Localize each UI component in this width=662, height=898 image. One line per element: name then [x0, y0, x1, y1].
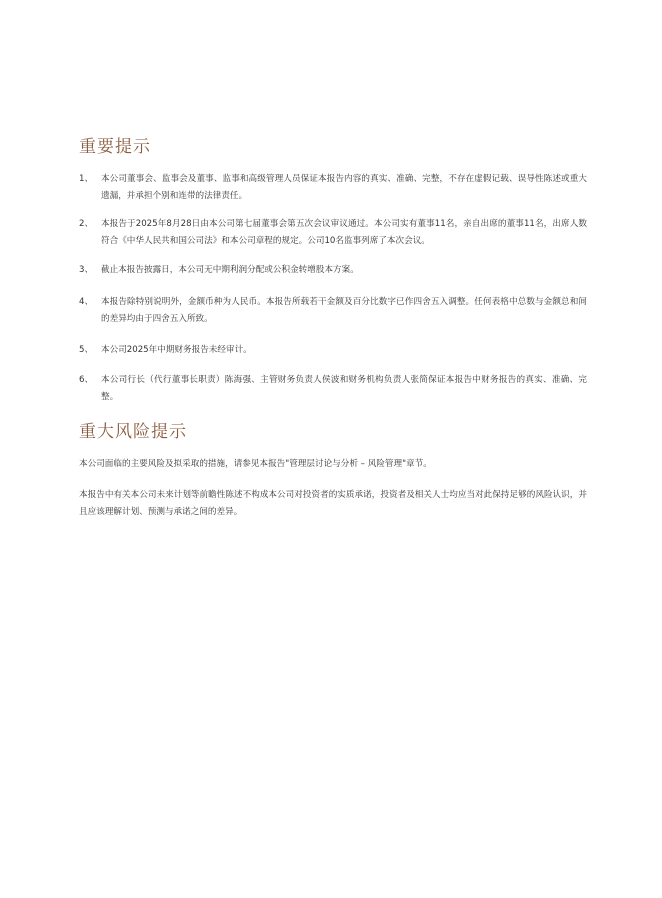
notice-item-number: 2、: [79, 219, 94, 229]
notice-item-number: 3、: [79, 265, 94, 275]
notice-item-number: 4、: [79, 297, 94, 307]
notice-item-text: 本公司行长（代行董事长职责）陈海强、主管财务负责人侯波和财务机构负责人张简保证本报告中财务报告的真实、准确、完整。: [101, 375, 587, 402]
notice-item-text: 本公司董事会、监事会及董事、监事和高级管理人员保证本报告内容的真实、准确、完整，不存在虚假记载、误导性陈述或重大遗漏，并承担个别和连带的法律责任。: [101, 174, 587, 201]
major-risk-heading: 重大风险提示: [79, 422, 187, 442]
notice-item: [79, 262, 587, 279]
notice-item: [79, 171, 587, 205]
notice-item-text: 截止本报告披露日，本公司无中期利润分配或公积金转增股本方案。: [101, 265, 359, 275]
notice-item: [79, 294, 587, 328]
notice-item-text: 本报告于2025年8月28日由本公司第七届董事会第五次会议审议通过。本公司实有董事11名，亲自出席的董事11名，出席人数符合《中华人民共和国公司法》和本公司章程的规定。公司10名监事列席了本次会议。: [101, 219, 587, 246]
risk-paragraph: 本报告中有关本公司未来计划等前瞻性陈述不构成本公司对投资者的实质承诺，投资者及相关人士均应当对此保持足够的风险认识，并且应该理解计划、预测与承诺之间的差异。: [79, 490, 587, 517]
notice-item: [79, 372, 587, 406]
notice-item-text: 本公司2025年中期财务报告未经审计。: [101, 345, 252, 355]
notice-item-number: 6、: [79, 375, 94, 385]
notice-item-number: 5、: [79, 345, 94, 355]
notice-item: [79, 216, 587, 250]
important-notice-heading: 重要提示: [79, 137, 151, 157]
notice-item-text: 本报告除特别说明外，金额币种为人民币。本报告所载若干金额及百分比数字已作四舍五入调整。任何表格中总数与金额总和间的差异均由于四舍五入所致。: [101, 297, 587, 324]
notice-item: [79, 342, 587, 359]
risk-paragraph: 本公司面临的主要风险及拟采取的措施，请参见本报告"管理层讨论与分析 – 风险管理"章节。: [79, 459, 432, 469]
notice-item-number: 1、: [79, 174, 94, 184]
